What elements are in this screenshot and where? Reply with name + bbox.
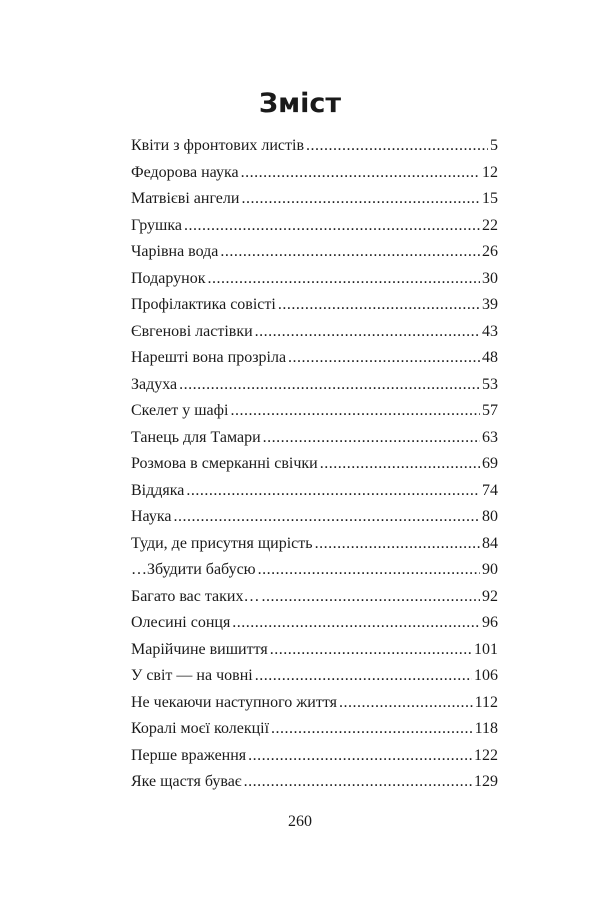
- toc-entry-title: У світ — на човні: [131, 667, 253, 684]
- toc-entry-page: 22: [482, 216, 498, 234]
- page-number: 260: [288, 813, 312, 830]
- toc-entry-title: Багато вас таких…: [131, 587, 260, 605]
- toc-entry: [131, 640, 498, 667]
- toc-entry: [131, 295, 498, 322]
- toc-entry: [131, 666, 498, 693]
- toc-entry-page: 15: [482, 190, 498, 207]
- toc-leader-dots: [255, 322, 480, 342]
- toc-entry-title: Євгенові ластівки: [131, 322, 253, 340]
- toc-entry: [131, 375, 498, 402]
- toc-entry-page: 106: [474, 667, 498, 684]
- toc-entry-page: 69: [482, 455, 498, 472]
- toc-leader-dots: [244, 772, 472, 792]
- toc-leader-dots: [288, 348, 480, 368]
- toc-entry: [131, 481, 498, 508]
- toc-entry: [131, 348, 498, 375]
- toc-entry-title: Туди, де присутня щирість: [131, 534, 313, 552]
- toc-entry: [131, 163, 498, 190]
- toc-entry-page: 84: [482, 534, 498, 552]
- toc-entry-title: Перше враження: [131, 746, 247, 764]
- toc-entry: [131, 534, 498, 561]
- toc-entry-page: 122: [474, 746, 498, 764]
- toc-leader-dots: [306, 136, 488, 156]
- toc-entry: [131, 189, 498, 216]
- toc-entry: [131, 269, 498, 296]
- toc-leader-dots: [278, 295, 480, 315]
- toc-leader-dots: [263, 428, 480, 448]
- toc-entry: [131, 560, 498, 587]
- toc-entry-page: 129: [474, 773, 498, 790]
- page-title: Зміст: [258, 88, 342, 119]
- toc-leader-dots: [241, 189, 480, 209]
- toc-leader-dots: [179, 375, 480, 395]
- toc-entry-title: Віддяка: [131, 481, 185, 499]
- toc-entry-title: Марійчине вишиття: [131, 640, 268, 658]
- toc-entry-title: Олесині сонця: [131, 614, 231, 631]
- toc-leader-dots: [232, 613, 480, 633]
- toc-entry-page: 53: [482, 375, 498, 393]
- toc-leader-dots: [270, 640, 472, 660]
- toc-entry-title: Скелет у шафі: [131, 402, 229, 419]
- toc-entry-page: 57: [482, 402, 498, 419]
- toc-entry-title: Коралі моєї колекції: [131, 720, 270, 737]
- toc-entry-title: Задуха: [131, 375, 178, 393]
- toc-leader-dots: [220, 242, 480, 262]
- toc-entry-title: …Збудити бабусю: [131, 561, 256, 578]
- toc-entry-title: Профілактика совісті: [131, 296, 276, 313]
- toc-entry: [131, 772, 498, 799]
- toc-entry-title: Яке щастя буває: [131, 773, 242, 790]
- toc-entry: [131, 322, 498, 349]
- toc-entry-title: Розмова в смерканні свічки: [131, 455, 318, 472]
- toc-entry-page: 118: [474, 720, 498, 737]
- toc-entry-page: 39: [482, 296, 498, 313]
- toc-entry-title: Не чекаючи наступного життя: [131, 693, 337, 711]
- toc-leader-dots: [255, 666, 472, 686]
- toc-entry-title: Федорова наука: [131, 163, 239, 181]
- toc-leader-dots: [207, 269, 480, 289]
- toc-leader-dots: [258, 560, 480, 580]
- toc-entry-page: 26: [482, 243, 498, 260]
- toc-entry-title: Подарунок: [131, 269, 206, 287]
- toc-entry-page: 96: [482, 614, 498, 631]
- toc-entry-title: Нарешті вона прозріла: [131, 349, 287, 366]
- toc-entry: [131, 587, 498, 614]
- toc-leader-dots: [248, 746, 472, 766]
- toc-entry-title: Матвієві ангели: [131, 190, 240, 207]
- toc-leader-dots: [241, 163, 480, 183]
- table-of-contents: [131, 136, 498, 799]
- toc-entry-page: 92: [482, 587, 498, 605]
- toc-leader-dots: [315, 534, 480, 554]
- toc-entry: [131, 401, 498, 428]
- toc-entry-page: 63: [482, 428, 498, 446]
- toc-entry: [131, 693, 498, 720]
- toc-leader-dots: [173, 507, 480, 527]
- toc-leader-dots: [186, 481, 480, 501]
- toc-leader-dots: [320, 454, 480, 474]
- toc-leader-dots: [339, 693, 473, 713]
- toc-entry: [131, 242, 498, 269]
- toc-entry: [131, 428, 498, 455]
- toc-entry-page: 12: [482, 163, 498, 181]
- toc-entry-page: 43: [482, 322, 498, 340]
- toc-entry-page: 101: [474, 640, 498, 658]
- toc-entry-title: Танець для Тамари: [131, 428, 261, 446]
- toc-entry-page: 48: [482, 349, 498, 366]
- toc-entry-title: Грушка: [131, 216, 182, 234]
- toc-entry: [131, 136, 498, 163]
- toc-entry-page: 5: [490, 137, 498, 154]
- toc-leader-dots: [230, 401, 480, 421]
- toc-entry-page: 74: [482, 481, 498, 499]
- toc-leader-dots: [262, 587, 481, 607]
- toc-leader-dots: [184, 216, 480, 236]
- toc-entry-title: Квіти з фронтових листів: [131, 137, 305, 154]
- toc-entry-title: Наука: [131, 508, 172, 525]
- toc-entry-page: 30: [482, 269, 498, 287]
- toc-entry-page: 80: [482, 508, 498, 525]
- toc-entry-title: Чарівна вода: [131, 243, 219, 260]
- toc-entry: [131, 454, 498, 481]
- toc-entry: [131, 719, 498, 746]
- toc-entry: [131, 613, 498, 640]
- toc-leader-dots: [271, 719, 473, 739]
- toc-entry: [131, 746, 498, 773]
- toc-entry-page: 90: [482, 561, 498, 578]
- toc-entry: [131, 216, 498, 243]
- toc-entry-page: 112: [474, 693, 498, 711]
- toc-entry: [131, 507, 498, 534]
